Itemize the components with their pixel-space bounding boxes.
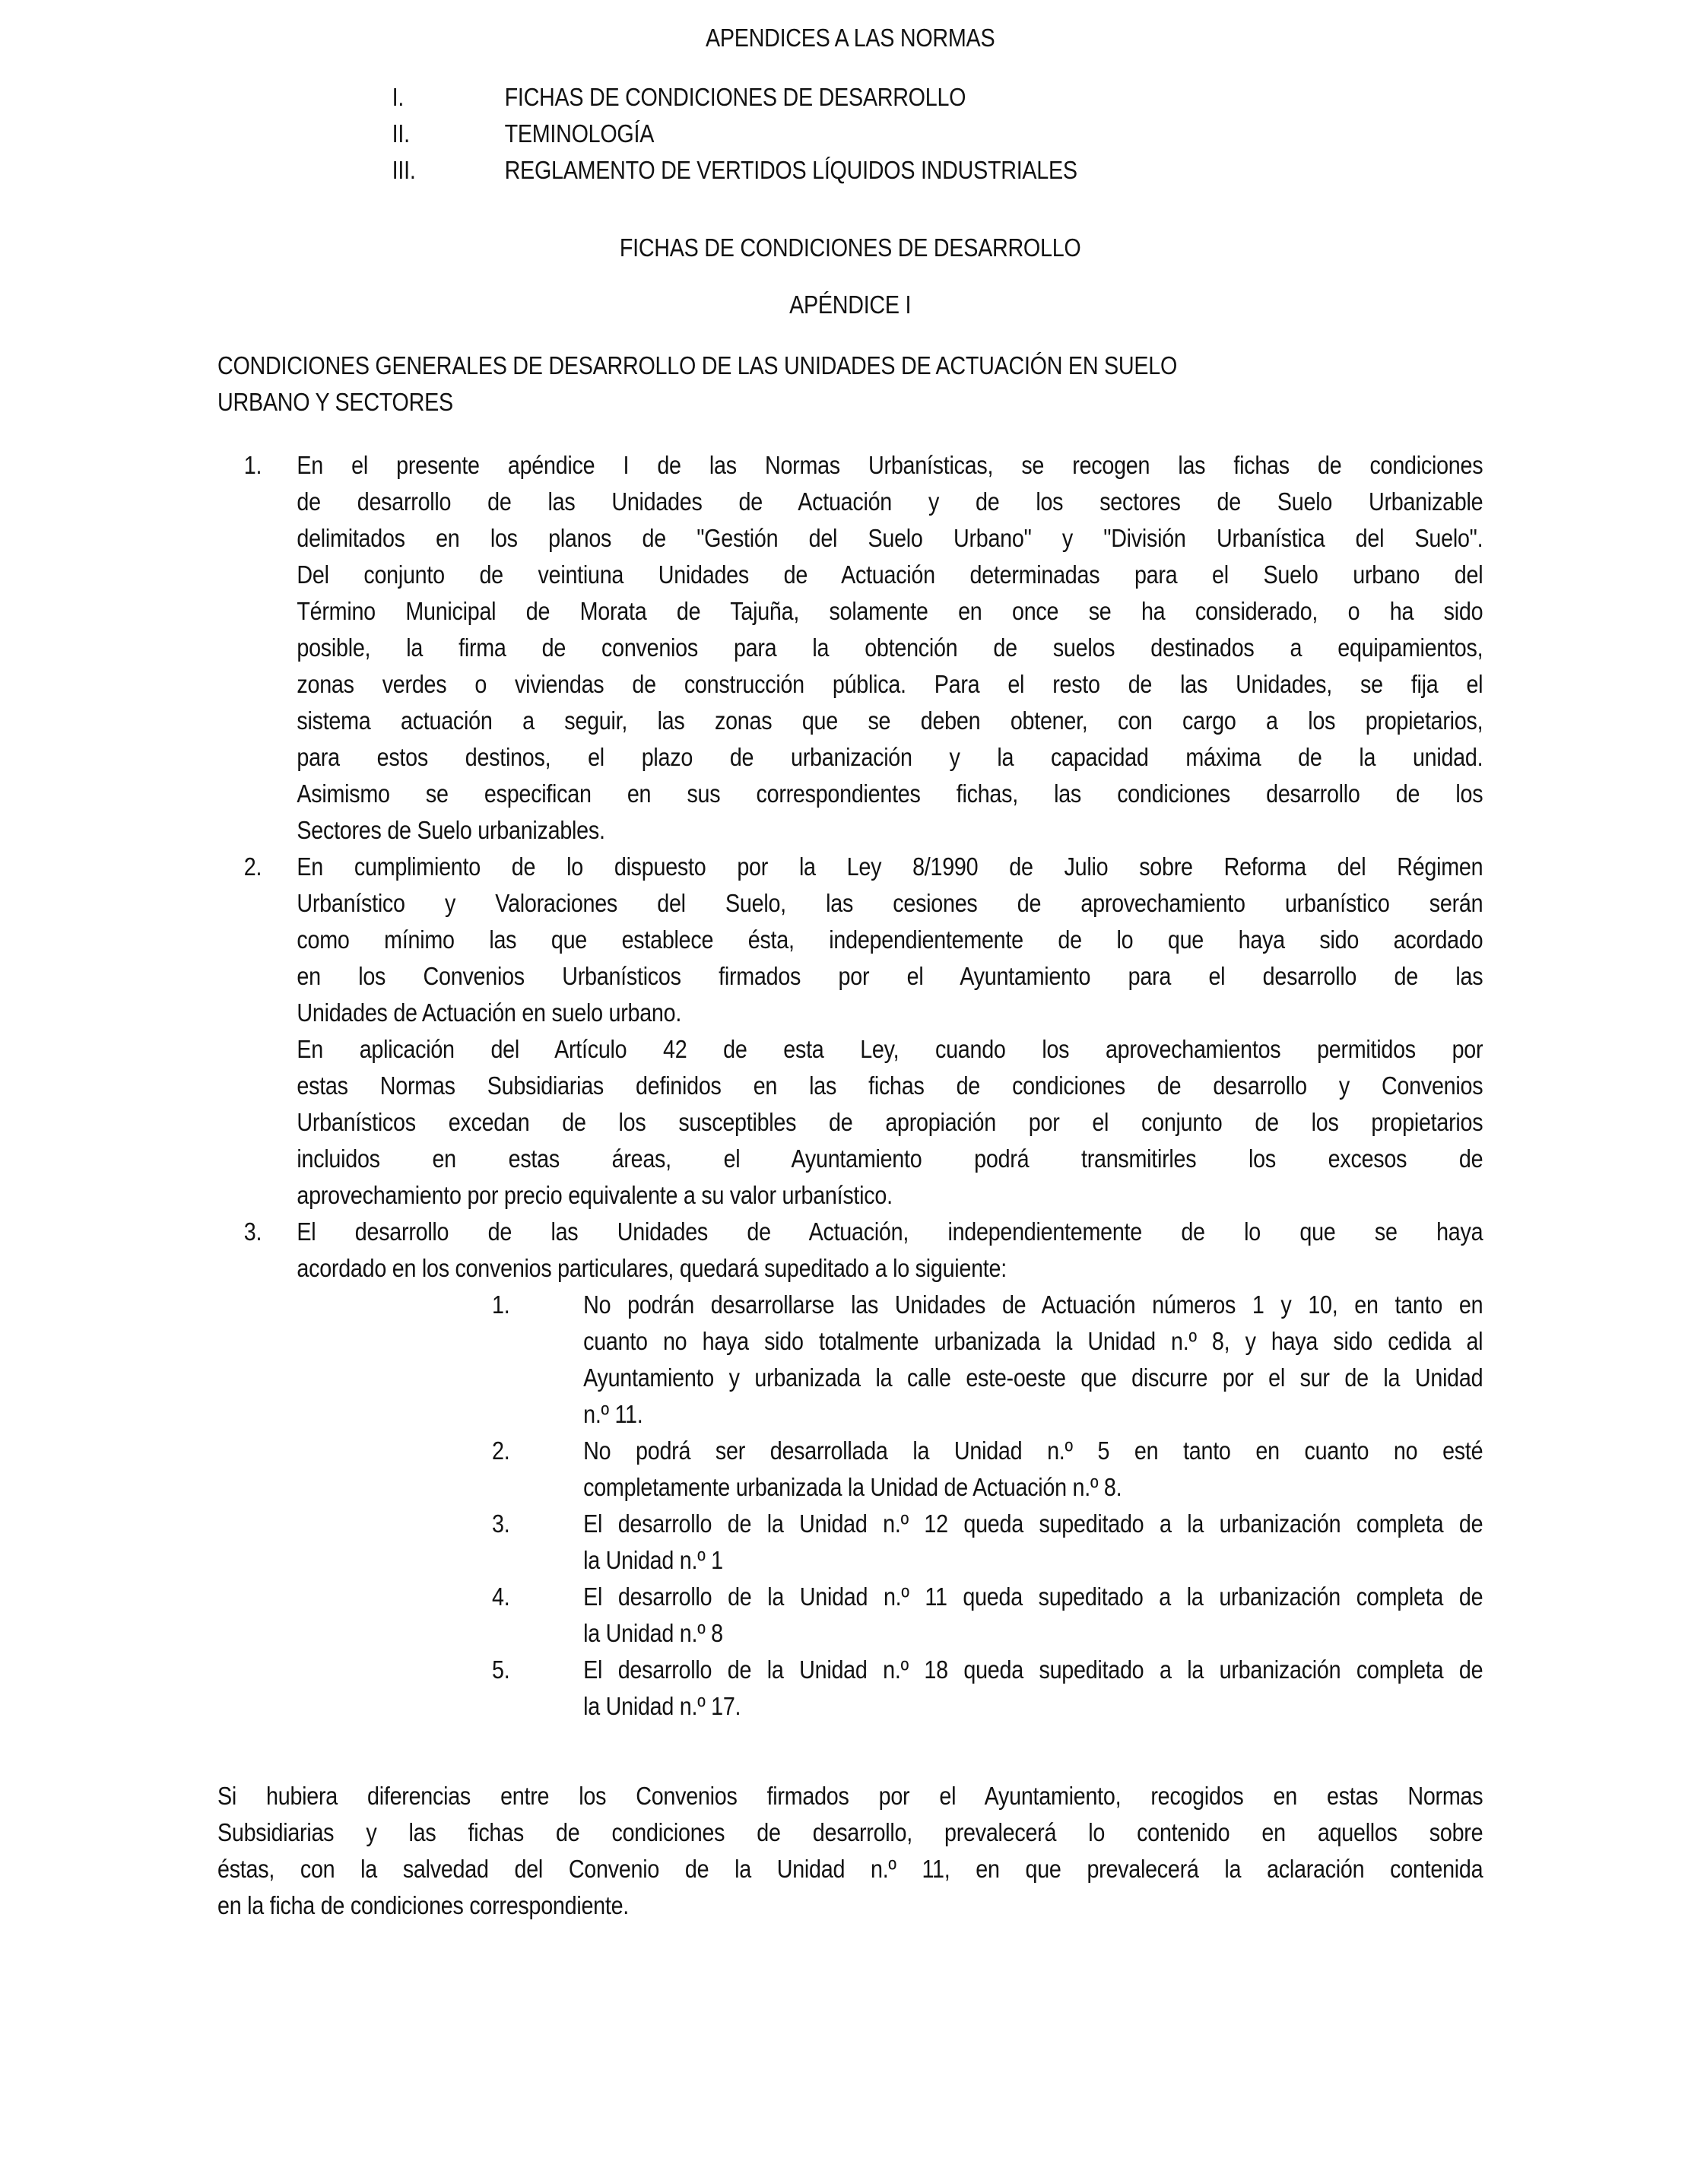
list-item (217, 1031, 1483, 1214)
list-item-number: 3. (243, 1217, 262, 1246)
closing-paragraph (217, 1778, 1483, 1924)
text-line: Término Municipal de Morata de Tajuña, solamente en once se ha considerado, o ha sido (297, 597, 1483, 625)
index-item-label: REGLAMENTO DE VERTIDOS LÍQUIDOS INDUSTRIALES (504, 156, 1077, 184)
text-line: En aplicación del Artículo 42 de esta Ley, cuando los aprovechamientos permitidos por (297, 1035, 1483, 1063)
list-item (217, 1287, 1483, 1433)
text-line: El desarrollo de la Unidad n.º 18 queda supeditado a la urbanización completa de (583, 1655, 1483, 1684)
text-line: estas Normas Subsidiarias definidos en las fichas de condiciones de desarrollo y Convenios (297, 1071, 1483, 1100)
text-line: sistema actuación a seguir, las zonas que se deben obtener, con cargo a los propietarios, (297, 706, 1483, 735)
text-line: n.º 11. (583, 1400, 643, 1428)
list-item (217, 1506, 1483, 1579)
index-item-numeral: I. (392, 83, 405, 111)
text-line: la Unidad n.º 1 (583, 1546, 723, 1574)
text-line: en los Convenios Urbanísticos firmados por el Ayuntamiento para el desarrollo de las (297, 962, 1483, 990)
list-item-number: 5. (492, 1655, 510, 1684)
text-line: aprovechamiento por precio equivalente a su valor urbanístico. (297, 1181, 893, 1209)
text-line: Sectores de Suelo urbanizables. (297, 816, 605, 844)
text-line: la Unidad n.º 8 (583, 1619, 723, 1647)
list-item (217, 1579, 1483, 1652)
text-line: Urbanísticos excedan de los susceptibles de apropiación por el conjunto de los propietarios (297, 1108, 1483, 1136)
text-line: No podrá ser desarrollada la Unidad n.º 5 en tanto en cuanto no esté (583, 1436, 1483, 1465)
list-item-text (583, 1506, 1483, 1579)
page-title: APENDICES A LAS NORMAS (705, 24, 995, 52)
list-item-text (297, 849, 1483, 1031)
text-line: completamente urbanizada la Unidad de Actuación n.º 8. (583, 1473, 1122, 1501)
text-line: El desarrollo de la Unidad n.º 12 queda supeditado a la urbanización completa de (583, 1509, 1483, 1538)
text-line: El desarrollo de las Unidades de Actuación, independientemente de lo que se haya (297, 1217, 1483, 1246)
text-line: delimitados en los planos de "Gestión del Suelo Urbano" y "División Urbanística del Suelo". (297, 524, 1483, 552)
list-item-text (583, 1433, 1483, 1506)
text-line: Unidades de Actuación en suelo urbano. (297, 998, 682, 1027)
document-content (217, 20, 1483, 1924)
list-item-number: 4. (492, 1582, 510, 1611)
list-item-text (583, 1579, 1483, 1652)
text-line: No podrán desarrollarse las Unidades de Actuación números 1 y 10, en tanto en (583, 1290, 1483, 1319)
list-item-text (583, 1287, 1483, 1433)
list-item-text (297, 1031, 1483, 1214)
list-item-number: 2. (243, 852, 262, 881)
text-line: Urbanístico y Valoraciones del Suelo, las cesiones de aprovechamiento urbanístico serán (297, 889, 1483, 917)
list-item (217, 1433, 1483, 1506)
text-line: cuanto no haya sido totalmente urbanizada la Unidad n.º 8, y haya sido cedida al (583, 1327, 1483, 1355)
appendix-heading: APÉNDICE I (789, 290, 912, 319)
text-line: El desarrollo de la Unidad n.º 11 queda supeditado a la urbanización completa de (583, 1582, 1483, 1611)
index-item (217, 116, 1483, 152)
list-item-number: 2. (492, 1436, 510, 1465)
text-line: Del conjunto de veintiuna Unidades de Actuación determinadas para el Suelo urbano del (297, 560, 1483, 589)
text-line: Si hubiera diferencias entre los Convenios firmados por el Ayuntamiento, recogidos en estas Normas (217, 1782, 1483, 1810)
text-line: la Unidad n.º 17. (583, 1692, 741, 1720)
text-line: de desarrollo de las Unidades de Actuación y de los sectores de Suelo Urbanizable (297, 487, 1483, 516)
text-line: para estos destinos, el plazo de urbanización y la capacidad máxima de la unidad. (297, 743, 1483, 771)
list-item (217, 447, 1483, 849)
list-item-text (297, 1214, 1483, 1287)
subtitle: FICHAS DE CONDICIONES DE DESARROLLO (619, 233, 1081, 262)
section-heading (217, 348, 1483, 421)
text-line: como mínimo las que establece ésta, independientemente de lo que haya sido acordado (297, 925, 1483, 954)
text-line: incluidos en estas áreas, el Ayuntamiento podrá transmitirles los excesos de (297, 1144, 1483, 1173)
list-item-number: 1. (243, 451, 262, 479)
list-item (217, 1214, 1483, 1287)
development-constraints-list (217, 1287, 1483, 1725)
text-line: éstas, con la salvedad del Convenio de la Unidad n.º 11, en que prevalecerá la aclaración contenida (217, 1855, 1483, 1883)
list-item (217, 1652, 1483, 1725)
text-line: Subsidiarias y las fichas de condiciones de desarrollo, prevalecerá lo contenido en aquellos sobre (217, 1818, 1483, 1846)
text-line: Asimismo se especifican en sus correspondientes fichas, las condiciones desarrollo de los (297, 779, 1483, 808)
list-item (217, 849, 1483, 1031)
text-line: en la ficha de condiciones correspondiente. (217, 1891, 630, 1919)
index-item (217, 79, 1483, 116)
list-item-text (297, 447, 1483, 849)
index-item-numeral: III. (392, 156, 416, 184)
text-line: En el presente apéndice I de las Normas Urbanísticas, se recogen las fichas de condiciones (297, 451, 1483, 479)
index-item-label: FICHAS DE CONDICIONES DE DESARROLLO (504, 83, 966, 111)
list-item-text (583, 1652, 1483, 1725)
index-item-numeral: II. (392, 119, 410, 148)
general-conditions-list (217, 447, 1483, 1287)
text-line: posible, la firma de convenios para la obtención de suelos destinados a equipamientos, (297, 633, 1483, 662)
list-item-number: 3. (492, 1509, 510, 1538)
list-item-number: 1. (492, 1290, 510, 1319)
text-line: Ayuntamiento y urbanizada la calle este-oeste que discurre por el sur de la Unidad (583, 1363, 1483, 1392)
appendix-index (217, 79, 1483, 189)
text-line: zonas verdes o viviendas de construcción pública. Para el resto de las Unidades, se fija el (297, 670, 1483, 698)
text-line: URBANO Y SECTORES (217, 388, 453, 416)
index-item (217, 152, 1483, 189)
text-line: En cumplimiento de lo dispuesto por la Ley 8/1990 de Julio sobre Reforma del Régimen (297, 852, 1483, 881)
text-line: acordado en los convenios particulares, quedará supeditado a lo siguiente: (297, 1254, 1007, 1282)
index-item-label: TEMINOLOGÍA (504, 119, 655, 148)
text-line: CONDICIONES GENERALES DE DESARROLLO DE LAS UNIDADES DE ACTUACIÓN EN SUELO (217, 351, 1178, 379)
